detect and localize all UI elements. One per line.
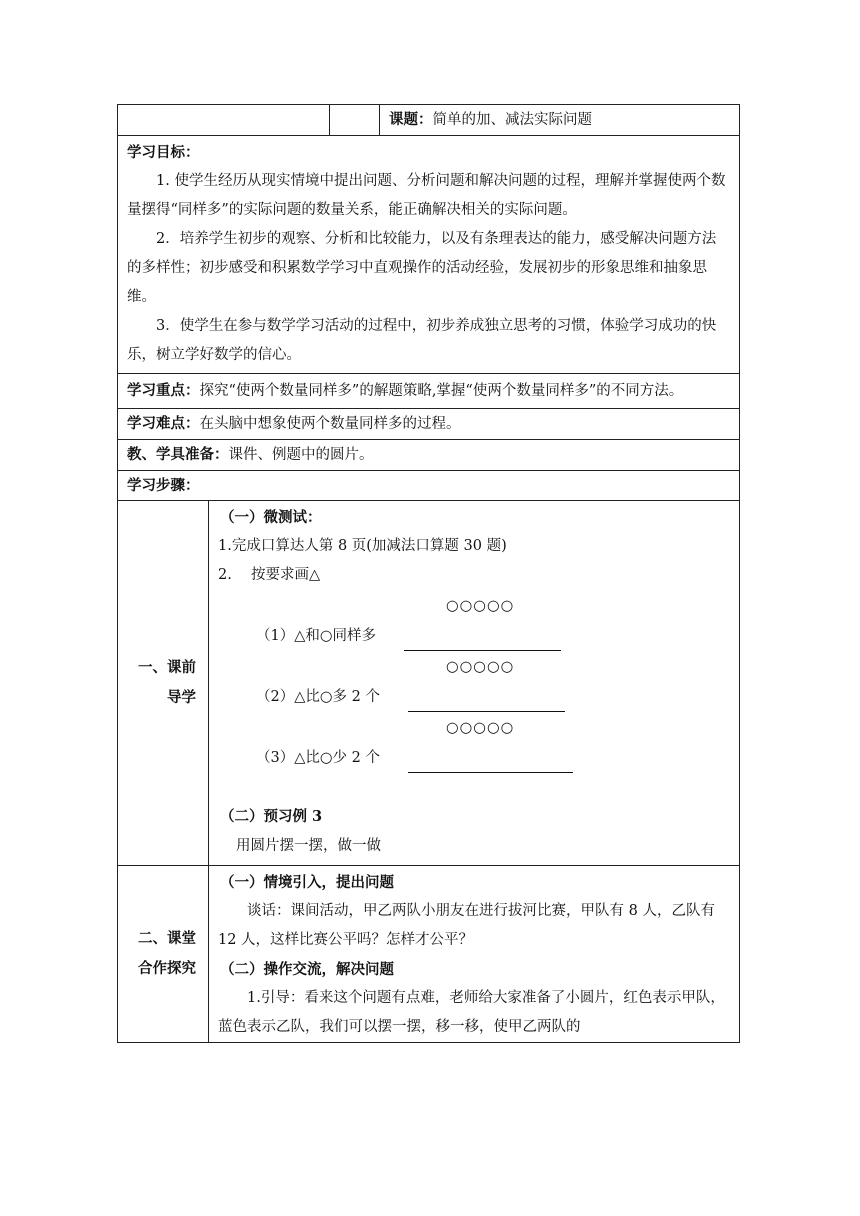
answer-line-3[interactable] (408, 752, 573, 773)
materials-row (118, 440, 740, 471)
answer-line-2[interactable] (408, 691, 565, 712)
section2-side-line2: 合作探究 (138, 960, 196, 977)
circles-row: ○○○○○ (446, 659, 515, 675)
question-2 (218, 683, 730, 712)
section1-side-line1: 一、课前 (138, 659, 196, 676)
section1-sub2-text: 用圆片摆一摆，做一做 (236, 838, 381, 854)
question-1 (218, 622, 730, 651)
objectives-cell (118, 136, 740, 374)
key-point-text: 探究“使两个数量同样多”的解题策略,掌握“使两个数量同样多”的不同方法。 (199, 383, 684, 399)
objective-item: 3．使学生在参与数学学习活动的过程中，初步养成独立思考的习惯，体验学习成功的快乐，树立学好数学的信心。 (127, 318, 717, 363)
section2-sub2-text: 1.引导：看来这个问题有点难，老师给大家准备了小圆片，红色表示甲队，蓝色表示乙队，我们可以摆一摆，移一移，使甲乙两队的 (218, 990, 725, 1035)
section2-side-line1: 二、课堂 (138, 930, 196, 947)
difficulty-label: 学习难点： (127, 415, 200, 432)
question-1-text: （1）△和○同样多 (256, 628, 377, 644)
question-3 (218, 744, 730, 773)
objectives-row (118, 136, 740, 374)
title-value: 简单的加、减法实际问题 (432, 112, 592, 128)
circles-row: ○○○○○ (446, 720, 515, 736)
difficulty-row (118, 409, 740, 440)
section1-side-line2: 导学 (167, 689, 196, 706)
materials-label: 教、学具准备： (127, 446, 229, 463)
key-point-cell (118, 374, 740, 409)
section1-row (118, 501, 740, 866)
section2-side-label (118, 866, 209, 1043)
spacer (218, 773, 730, 801)
question-3-text: （3）△比○少 2 个 (256, 750, 380, 766)
section2-sub2-title: （二）操作交流，解决问题 (220, 961, 394, 978)
section2-sub1-title: （一）情境引入，提出问题 (220, 874, 394, 891)
objective-item: 2．培养学生初步的观察、分析和比较能力，以及有条理表达的能力，感受解决问题方法的多样性；初步感受和积累数学学习中直观操作的活动经验，发展初步的形象思维和抽象思维。 (127, 231, 717, 305)
header-row (118, 105, 740, 136)
header-blank-cell-small (330, 105, 380, 136)
objective-item: 1. 使学生经历从现实情境中提出问题、分析问题和解决问题的过程，理解并掌握使两个数量摆得“同样多”的实际问题的数量关系，能正确解决相关的实际问题。 (127, 173, 726, 218)
section2-content (209, 866, 740, 1043)
answer-line-1[interactable] (404, 630, 561, 651)
section1-sub1-title: （一）微测试： (220, 509, 322, 526)
section1-side-label (118, 501, 209, 866)
materials-text: 课件、例题中的圆片。 (228, 447, 374, 463)
title-label: 课题： (389, 111, 433, 128)
lesson-plan-document (117, 104, 739, 1043)
steps-row (118, 471, 740, 501)
circles-row: ○○○○○ (446, 598, 515, 614)
difficulty-text: 在头脑中想象使两个数量同样多的过程。 (199, 416, 461, 432)
section1-sub2-title: （二）预习例 3 (220, 808, 323, 825)
section1-item1: 1.完成口算达人第 8 页(加减法口算题 30 题) (218, 538, 507, 554)
question-2-text: （2）△比○多 2 个 (256, 689, 380, 705)
steps-label: 学习步骤： (118, 471, 740, 501)
title-cell (380, 105, 740, 136)
header-blank-cell (118, 105, 330, 136)
key-point-row (118, 374, 740, 409)
lesson-table (117, 104, 740, 1043)
key-point-label: 学习重点： (127, 382, 200, 399)
section2-row (118, 866, 740, 1043)
materials-cell (118, 440, 740, 471)
difficulty-cell (118, 409, 740, 440)
objectives-label: 学习目标： (127, 144, 200, 161)
section1-item2: 2. 按要求画△ (218, 567, 321, 583)
section1-content (209, 501, 740, 866)
section2-sub1-text: 谈话：课间活动，甲乙两队小朋友在进行拔河比赛，甲队有 8 人，乙队有 12 人，这样比赛公平吗？怎样才公平？ (218, 903, 715, 948)
